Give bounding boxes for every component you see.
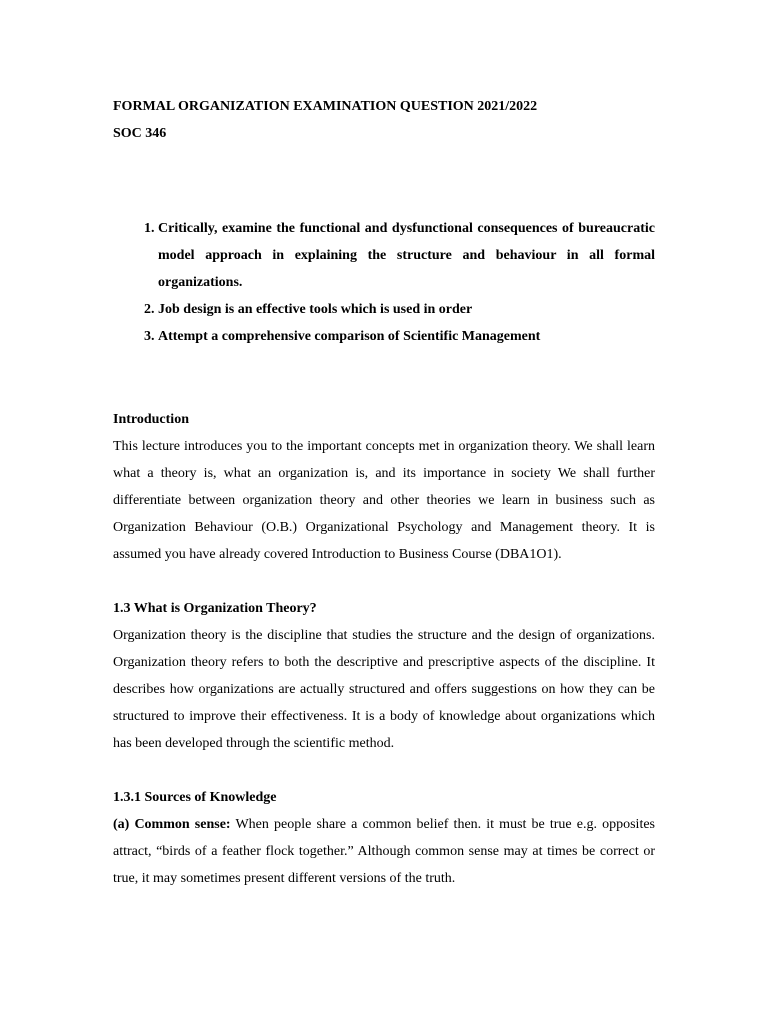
common-sense-paragraph [113,811,655,892]
organization-theory-paragraph: Organization theory is the discipline that studies the structure and the design of organizations. Organization theory refers to both the descriptive and prescriptive aspects of the discipline. It describes how organizations are actually structured and offers suggestions on how they can be structured to improve their effectiveness. It is a body of knowledge about organizations which has been developed through the scientific method. [113,628,655,751]
organization-theory-heading: 1.3 What is Organization Theory? [113,601,317,616]
common-sense-text: When people share a common belief then. it must be true e.g. opposites attract, “birds of a feather flock together.” Although common sense may at times be correct or true, it may sometimes present different versions of the truth. [113,817,655,886]
common-sense-label: (a) Common sense: [113,817,231,832]
introduction-heading: Introduction [113,412,189,427]
exam-question-2: 2. Job design is an effective tools which is used in order [158,296,655,323]
exam-question-list [113,215,655,350]
exam-question-1: 1. Critically, examine the functional and dysfunctional consequences of bureaucratic model approach in explaining the structure and behaviour in all formal organizations. [158,215,655,296]
sources-of-knowledge-heading: 1.3.1 Sources of Knowledge [113,790,277,805]
course-code: SOC 346 [113,126,167,141]
introduction-paragraph: This lecture introduces you to the important concepts met in organization theory. We shall learn what a theory is, what an organization is, and its importance in society We shall further differentiate between organization theory and other theories we learn in business such as Organization Behaviour (O.B.) Organizational Psychology and Management theory. It is assumed you have already covered Introduction to Business Course (DBA1O1). [113,439,655,562]
sources-of-knowledge-section [113,784,655,892]
introduction-section [113,406,655,568]
organization-theory-section [113,595,655,757]
exam-question-3: 3. Attempt a comprehensive comparison of Scientific Management [158,323,655,350]
exam-title: FORMAL ORGANIZATION EXAMINATION QUESTION 2021/2022 [113,99,538,114]
